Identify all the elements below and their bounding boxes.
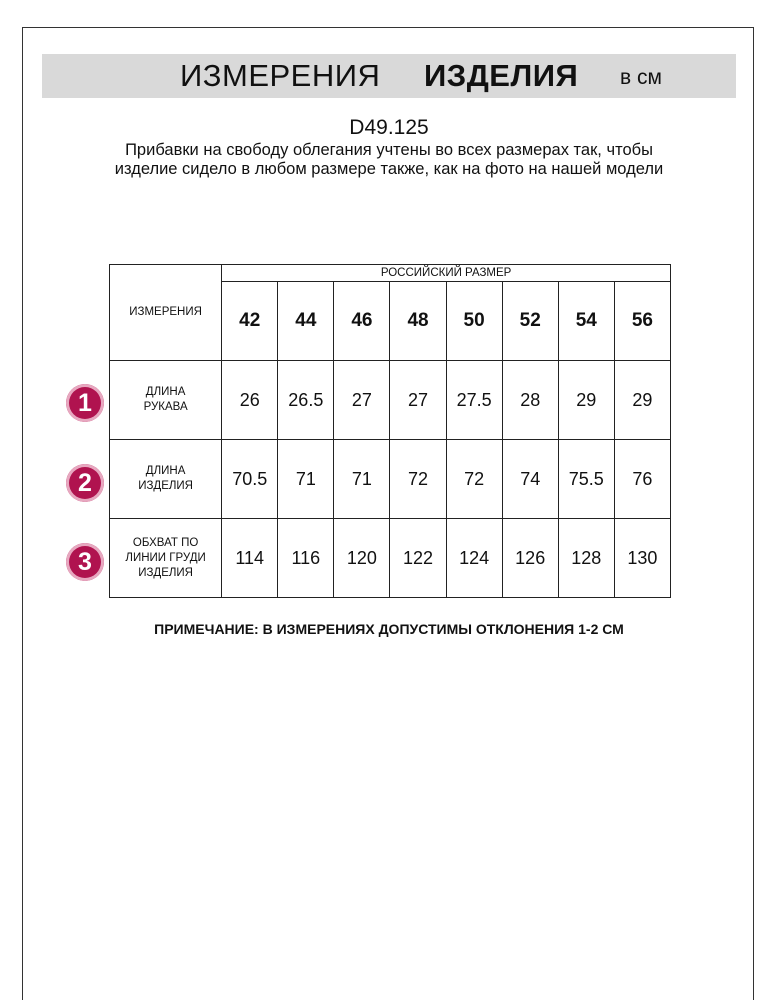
- size-group-label: РОССИЙСКИЙ РАЗМЕР: [222, 265, 671, 282]
- row-label: ОБХВАТ ПО ЛИНИИ ГРУДИ ИЗДЕЛИЯ: [110, 519, 222, 598]
- table-cell: 70.5: [222, 440, 278, 519]
- table-cell: 29: [558, 361, 614, 440]
- table-cell: 72: [390, 440, 446, 519]
- table-cell: 76: [614, 440, 670, 519]
- size-header-54: 54: [558, 282, 614, 361]
- table-cell: 27.5: [446, 361, 502, 440]
- table-cell: 128: [558, 519, 614, 598]
- row-number-badge: 1: [66, 384, 104, 422]
- size-header-50: 50: [446, 282, 502, 361]
- row-label: ДЛИНА РУКАВА: [110, 361, 222, 440]
- table-row: [110, 519, 671, 598]
- row-number-badge: 2: [66, 464, 104, 502]
- table-cell: 75.5: [558, 440, 614, 519]
- size-table: [109, 264, 671, 598]
- table-cell: 27: [390, 361, 446, 440]
- table-cell: 28: [502, 361, 558, 440]
- size-header-48: 48: [390, 282, 446, 361]
- unit-label: в см: [620, 66, 662, 89]
- title-bold: ИЗДЕЛИЯ: [424, 58, 579, 93]
- article-code: D49.125: [349, 116, 429, 139]
- description: Прибавки на свободу облегания учтены во всех размерах так, чтобы изделие сидело в любом размере также, как на фото на нашей модели: [114, 141, 664, 178]
- table-cell: 130: [614, 519, 670, 598]
- table-cell: 72: [446, 440, 502, 519]
- table-cell: 26.5: [278, 361, 334, 440]
- table-cell: 71: [278, 440, 334, 519]
- note: ПРИМЕЧАНИЕ: В ИЗМЕРЕНИЯХ ДОПУСТИМЫ ОТКЛОНЕНИЯ 1-2 СМ: [154, 621, 624, 637]
- table-cell: 114: [222, 519, 278, 598]
- size-header-46: 46: [334, 282, 390, 361]
- table-row: [110, 440, 671, 519]
- size-header-44: 44: [278, 282, 334, 361]
- table-cell: 120: [334, 519, 390, 598]
- title-regular: ИЗМЕРЕНИЯ: [180, 58, 381, 93]
- table-cell: 27: [334, 361, 390, 440]
- table-cell: 71: [334, 440, 390, 519]
- table-cell: 124: [446, 519, 502, 598]
- size-header-42: 42: [222, 282, 278, 361]
- size-header-56: 56: [614, 282, 670, 361]
- table-cell: 122: [390, 519, 446, 598]
- corner-label: ИЗМЕРЕНИЯ: [110, 265, 222, 361]
- table-cell: 29: [614, 361, 670, 440]
- size-header-52: 52: [502, 282, 558, 361]
- table-cell: 116: [278, 519, 334, 598]
- row-number-badge: 3: [66, 543, 104, 581]
- table-cell: 74: [502, 440, 558, 519]
- table-cell: 126: [502, 519, 558, 598]
- table-row: [110, 361, 671, 440]
- table-cell: 26: [222, 361, 278, 440]
- row-label: ДЛИНА ИЗДЕЛИЯ: [110, 440, 222, 519]
